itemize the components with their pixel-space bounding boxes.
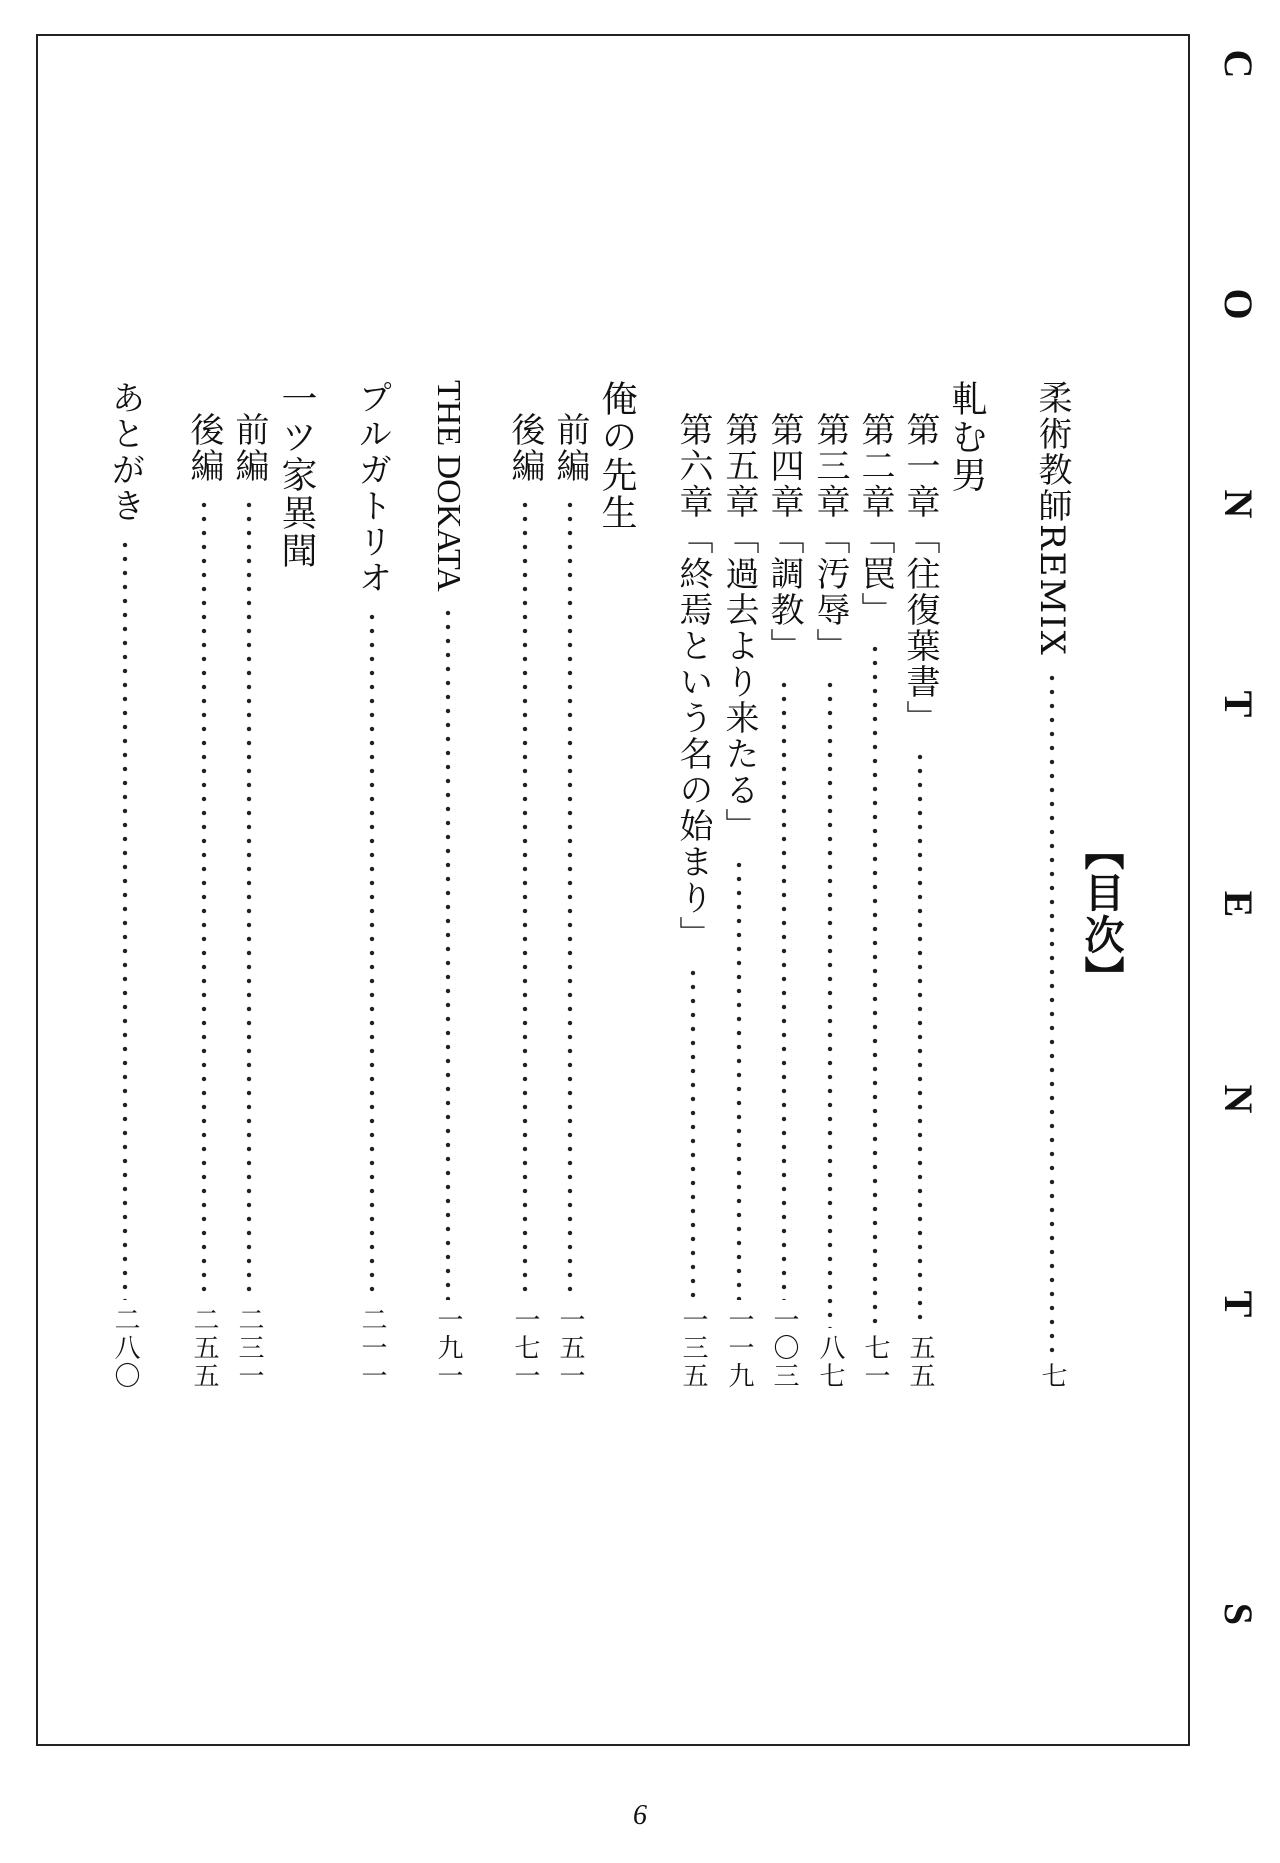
toc-section (596, 380, 636, 532)
leader-dots (184, 498, 224, 1300)
toc-entry[interactable] (673, 412, 713, 1390)
contents-side-title (1208, 34, 1268, 1746)
side-title-letter: T (1216, 690, 1261, 718)
toc-entry[interactable] (229, 412, 269, 1390)
toc-entry[interactable] (428, 380, 468, 1390)
leader-dots (105, 538, 145, 1300)
side-title-letter: S (1216, 1602, 1261, 1626)
section-label: 俺の先生 (596, 380, 637, 532)
entry-label: THE DOKATA (430, 380, 467, 592)
entry-page: 一三五 (678, 1306, 708, 1390)
side-title-letter: O (1216, 288, 1261, 320)
toc-entry[interactable] (810, 412, 850, 1390)
toc-entry[interactable] (855, 412, 895, 1390)
entry-page: 五五 (905, 1334, 935, 1390)
entry-label: 第五章「過去より来たる」 (719, 412, 759, 844)
entry-label: プルガトリオ (352, 380, 392, 596)
leader-dots (229, 498, 269, 1300)
entry-label: 後編 (184, 412, 224, 484)
entry-label: 前編 (229, 412, 269, 484)
toc-section (276, 380, 316, 570)
leader-dots (764, 678, 804, 1300)
entry-page: 二一一 (357, 1306, 387, 1390)
section-label: 一ツ家異聞 (276, 380, 317, 570)
leader-dots (855, 642, 895, 1328)
toc-entry[interactable] (105, 380, 145, 1390)
toc-entry[interactable] (505, 412, 545, 1390)
leader-dots (550, 498, 590, 1300)
side-title-letter: N (1216, 1084, 1261, 1114)
toc-entry[interactable] (184, 412, 224, 1390)
leader-dots (352, 610, 392, 1300)
entry-page: 一一九 (724, 1306, 754, 1390)
leader-dots (673, 966, 713, 1300)
side-title-letter: E (1216, 890, 1261, 918)
toc-section (946, 380, 986, 494)
side-title-letter: N (1216, 489, 1261, 519)
side-title-letter: T (1216, 1290, 1261, 1318)
entry-page: 七一 (860, 1334, 890, 1390)
entry-page: 一九一 (433, 1306, 463, 1390)
entry-label: 柔術教師REMIX (1032, 380, 1072, 657)
toc-entry[interactable] (1032, 380, 1072, 1390)
toc-entry[interactable] (719, 412, 759, 1390)
entry-page: 二五五 (189, 1306, 219, 1390)
leader-dots (1032, 671, 1072, 1356)
toc-title: 【目次】 (1078, 830, 1124, 998)
leader-dots (505, 498, 545, 1300)
leader-dots (900, 750, 940, 1328)
entry-label: 後編 (505, 412, 545, 484)
entry-label: 第四章「調教」 (764, 412, 804, 664)
leader-dots (719, 858, 759, 1300)
toc-entry[interactable] (550, 412, 590, 1390)
entry-page: 二八〇 (110, 1306, 140, 1390)
entry-page: 一〇三 (769, 1306, 799, 1390)
leader-dots (810, 678, 850, 1328)
side-title-letter: C (1216, 49, 1261, 79)
entry-page: 七 (1037, 1362, 1067, 1390)
entry-label: あとがき (105, 380, 145, 524)
entry-label: 第二章「罠」 (855, 412, 895, 628)
entry-label: 第六章「終焉という名の始まり」 (673, 412, 713, 952)
entry-label: 第一章「往復葉書」 (900, 412, 940, 736)
entry-label: 第三章「汚辱」 (810, 412, 850, 664)
entry-page: 一五一 (555, 1306, 585, 1390)
toc-entry[interactable] (764, 412, 804, 1390)
page-number: 6 (633, 1800, 647, 1831)
entry-label: 前編 (550, 412, 590, 484)
leader-dots (428, 606, 468, 1300)
entry-page: 八七 (815, 1334, 845, 1390)
toc-entry[interactable] (900, 412, 940, 1390)
entry-page: 一七一 (510, 1306, 540, 1390)
section-label: 軋む男 (946, 380, 987, 494)
entry-page: 二三一 (234, 1306, 264, 1390)
toc-entry[interactable] (352, 380, 392, 1390)
